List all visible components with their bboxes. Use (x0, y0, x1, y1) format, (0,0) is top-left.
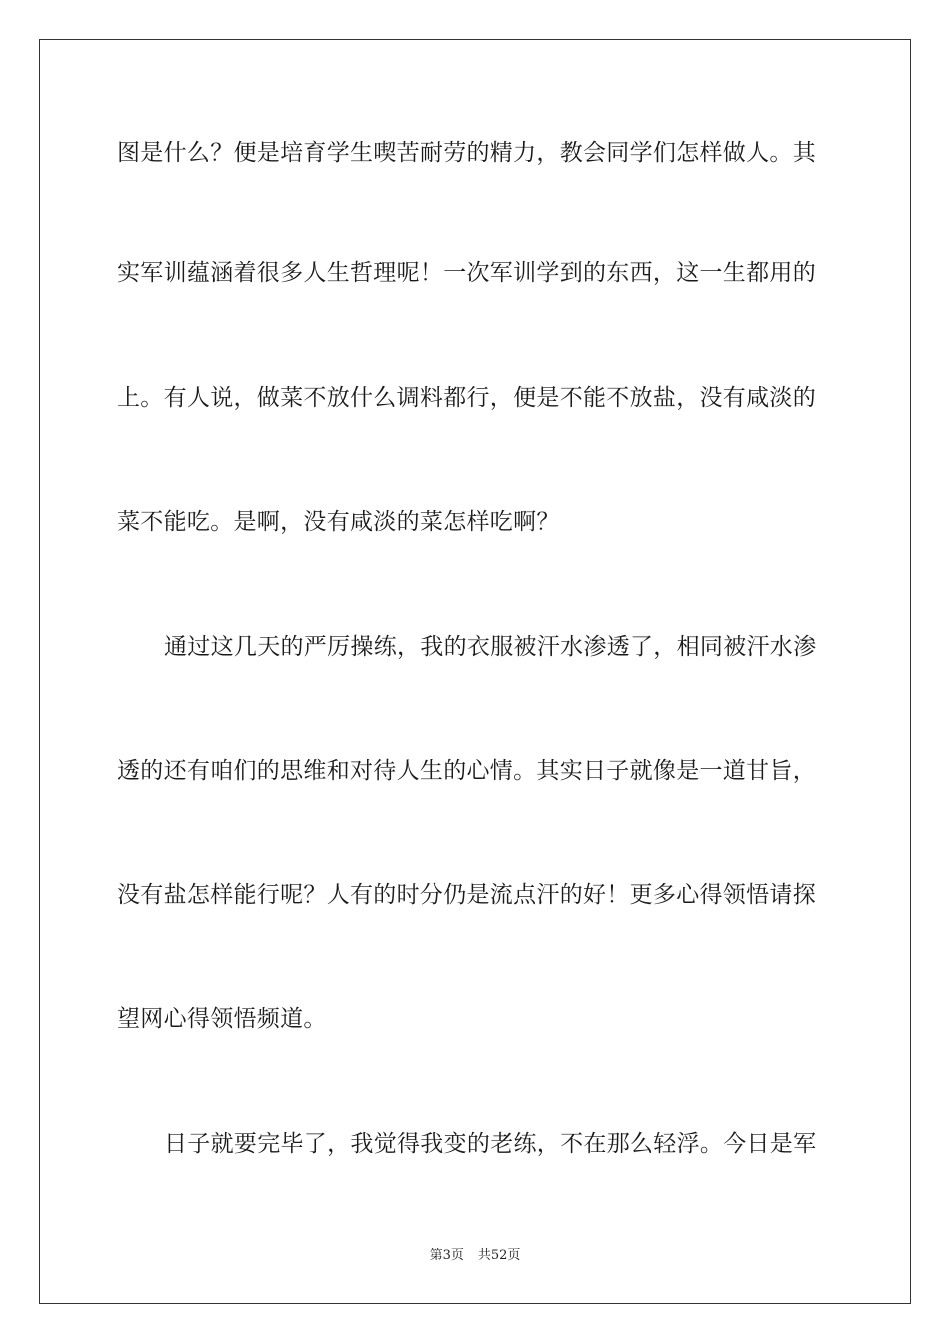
page-footer (0, 1247, 950, 1265)
text-line-8: 望网心得领悟频道。 (117, 1006, 327, 1032)
paragraph-start-line-5: 通过这几天的严厉操练，我的衣服被汗水渗透了，相同被汗水渗 (164, 634, 817, 660)
page-total: 共52页 (477, 1248, 521, 1263)
text-line-2: 实军训蕴涵着很多人生哲理呢！一次军训学到的东西，这一生都用的 (117, 260, 816, 286)
paragraph-start-line-9: 日子就要完毕了，我觉得我变的老练，不在那么轻浮。今日是军 (164, 1131, 817, 1157)
text-line-6: 透的还有咱们的思维和对待人生的心情。其实日子就像是一道甘旨， (117, 758, 816, 784)
text-line-7: 没有盐怎样能行呢？人有的时分仍是流点汗的好！更多心得领悟请探 (117, 882, 816, 908)
text-line-4: 菜不能吃。是啊，没有咸淡的菜怎样吃啊？ (117, 509, 560, 535)
page-border (39, 39, 911, 1304)
page-number: 第3页 (429, 1248, 464, 1263)
text-line-3: 上。有人说，做菜不放什么调料都行，便是不能不放盐，没有咸淡的 (117, 385, 816, 411)
text-line-1: 图是什么？便是培育学生喫苦耐劳的精力，教会同学们怎样做人。其 (117, 140, 816, 166)
